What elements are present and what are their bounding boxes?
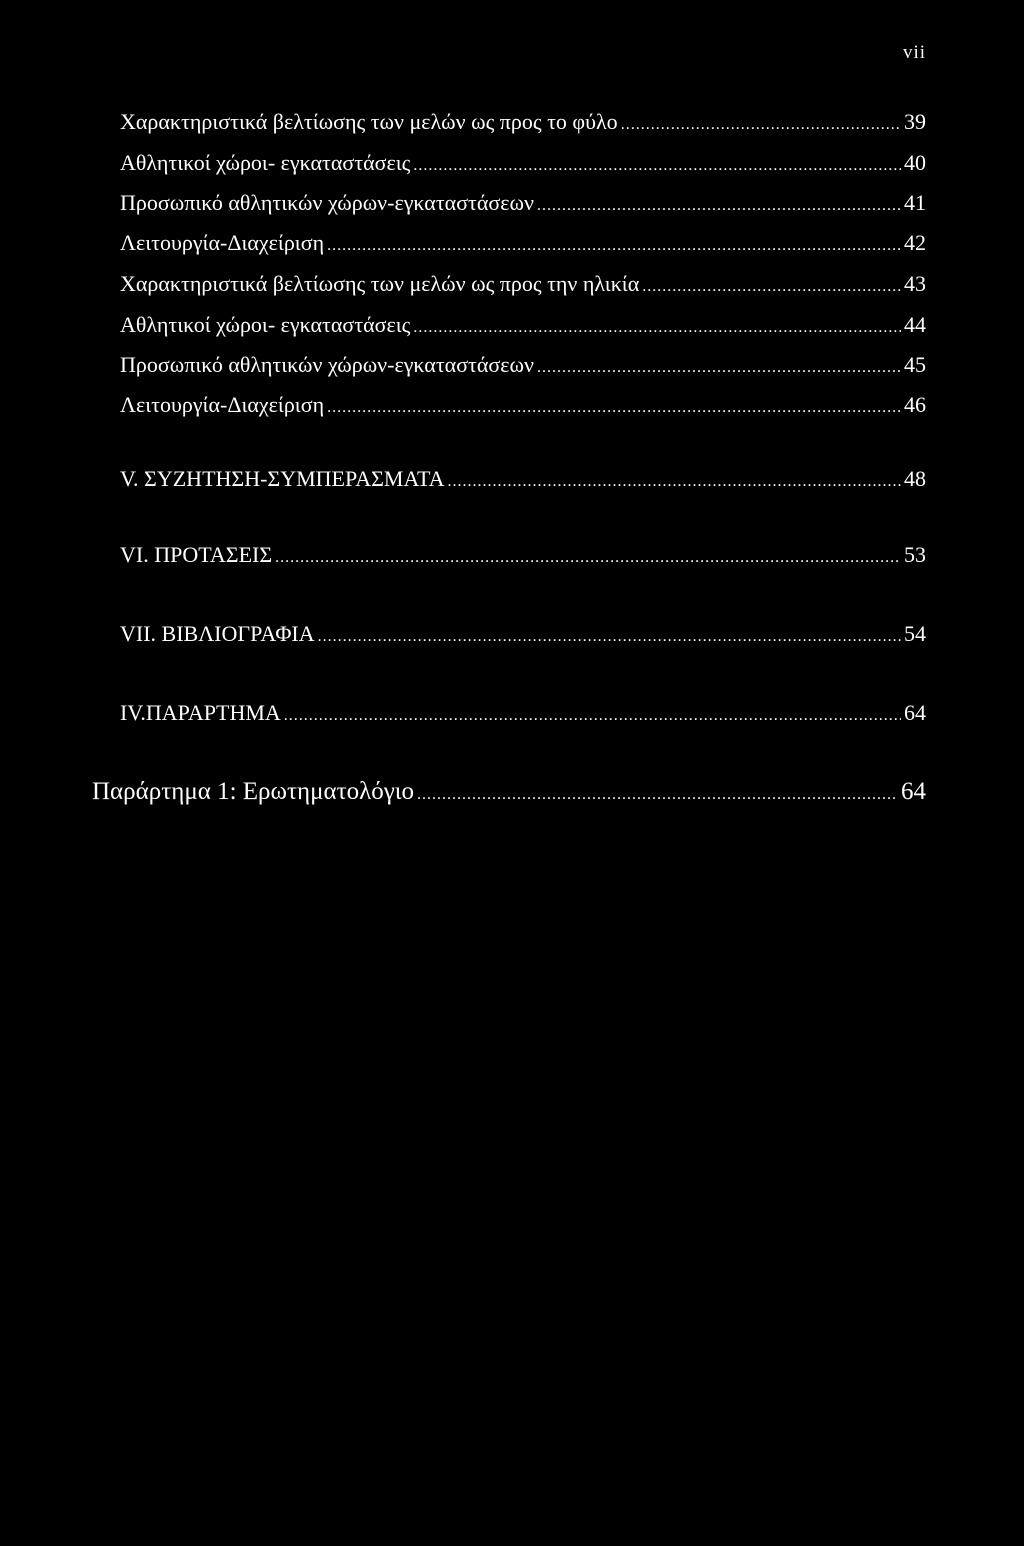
toc-dot-leader xyxy=(621,111,901,139)
toc-entry[interactable] xyxy=(120,311,926,342)
toc-entry-title: Λειτουργία-Διαχείριση xyxy=(120,392,325,417)
toc-dot-leader xyxy=(417,781,898,809)
toc-entry-title: Προσωπικό αθλητικών χώρων-εγκαταστάσεων xyxy=(120,190,534,215)
toc-entry-page: 48 xyxy=(904,466,926,491)
toc-dot-leader xyxy=(327,232,901,260)
toc-dot-leader xyxy=(537,354,901,382)
page-number: vii xyxy=(902,42,926,63)
toc-entry-page: 45 xyxy=(904,352,926,377)
toc-entry-title: Χαρακτηριστικά βελτίωσης των μελών ως προς την ηλικία xyxy=(120,271,640,296)
toc-dot-leader xyxy=(448,468,901,496)
toc-entry-page: 46 xyxy=(904,392,926,417)
toc-dot-leader xyxy=(275,544,901,572)
toc-entry-page: 39 xyxy=(904,109,926,134)
toc-entry[interactable] xyxy=(120,108,926,139)
toc-entry[interactable] xyxy=(120,541,926,572)
toc-entry-title: Λειτουργία-Διαχείριση xyxy=(120,230,325,255)
toc-dot-leader xyxy=(413,314,901,342)
toc-entry[interactable] xyxy=(120,391,926,422)
toc-entry-title: Χαρακτηριστικά βελτίωσης των μελών ως προς το φύλο xyxy=(120,109,618,134)
toc-entry[interactable] xyxy=(120,270,926,301)
toc-entry-title: IV.ΠΑΡΑΡΤΗΜΑ xyxy=(120,700,281,725)
toc-entry-title: V. ΣΥΖΗΤΗΣΗ-ΣΥΜΠΕΡΑΣΜΑΤΑ xyxy=(120,466,445,491)
toc-dot-leader xyxy=(642,273,901,301)
toc-dot-leader xyxy=(537,192,901,220)
toc-entry-page: 54 xyxy=(904,621,926,646)
toc-dot-leader xyxy=(318,623,901,651)
toc-entry-page: 44 xyxy=(904,312,926,337)
toc-entry-title: Προσωπικό αθλητικών χώρων-εγκαταστάσεων xyxy=(120,352,534,377)
toc-entry[interactable] xyxy=(120,620,926,651)
toc-entry[interactable] xyxy=(120,149,926,180)
toc-entry-title: Παράρτημα 1: Ερωτηματολόγιο xyxy=(92,778,415,805)
toc-entry-page: 42 xyxy=(904,230,926,255)
toc-dot-leader xyxy=(327,394,901,422)
toc-entry-page: 53 xyxy=(904,542,926,567)
toc-entry-page: 43 xyxy=(904,271,926,296)
toc-entry-title: VII. ΒΙΒΛΙΟΓΡΑΦΙΑ xyxy=(120,621,315,646)
toc-entry[interactable] xyxy=(120,229,926,260)
toc-dot-leader xyxy=(284,702,901,730)
toc-entry-title: Αθλητικοί χώροι- εγκαταστάσεις xyxy=(120,312,411,337)
toc-entry-page: 40 xyxy=(904,150,926,175)
toc-entry[interactable] xyxy=(120,465,926,496)
toc-entry-page: 41 xyxy=(904,190,926,215)
toc-entry[interactable] xyxy=(120,699,926,730)
toc-entry[interactable] xyxy=(92,778,926,809)
toc-entry[interactable] xyxy=(120,189,926,220)
toc-entry-page: 64 xyxy=(904,700,926,725)
toc-entry-page: 64 xyxy=(901,778,926,805)
toc-dot-leader xyxy=(413,152,901,180)
toc-entry-title: Αθλητικοί χώροι- εγκαταστάσεις xyxy=(120,150,411,175)
toc-entry[interactable] xyxy=(120,351,926,382)
toc-entry-title: VI. ΠΡΟΤΑΣΕΙΣ xyxy=(120,542,273,567)
